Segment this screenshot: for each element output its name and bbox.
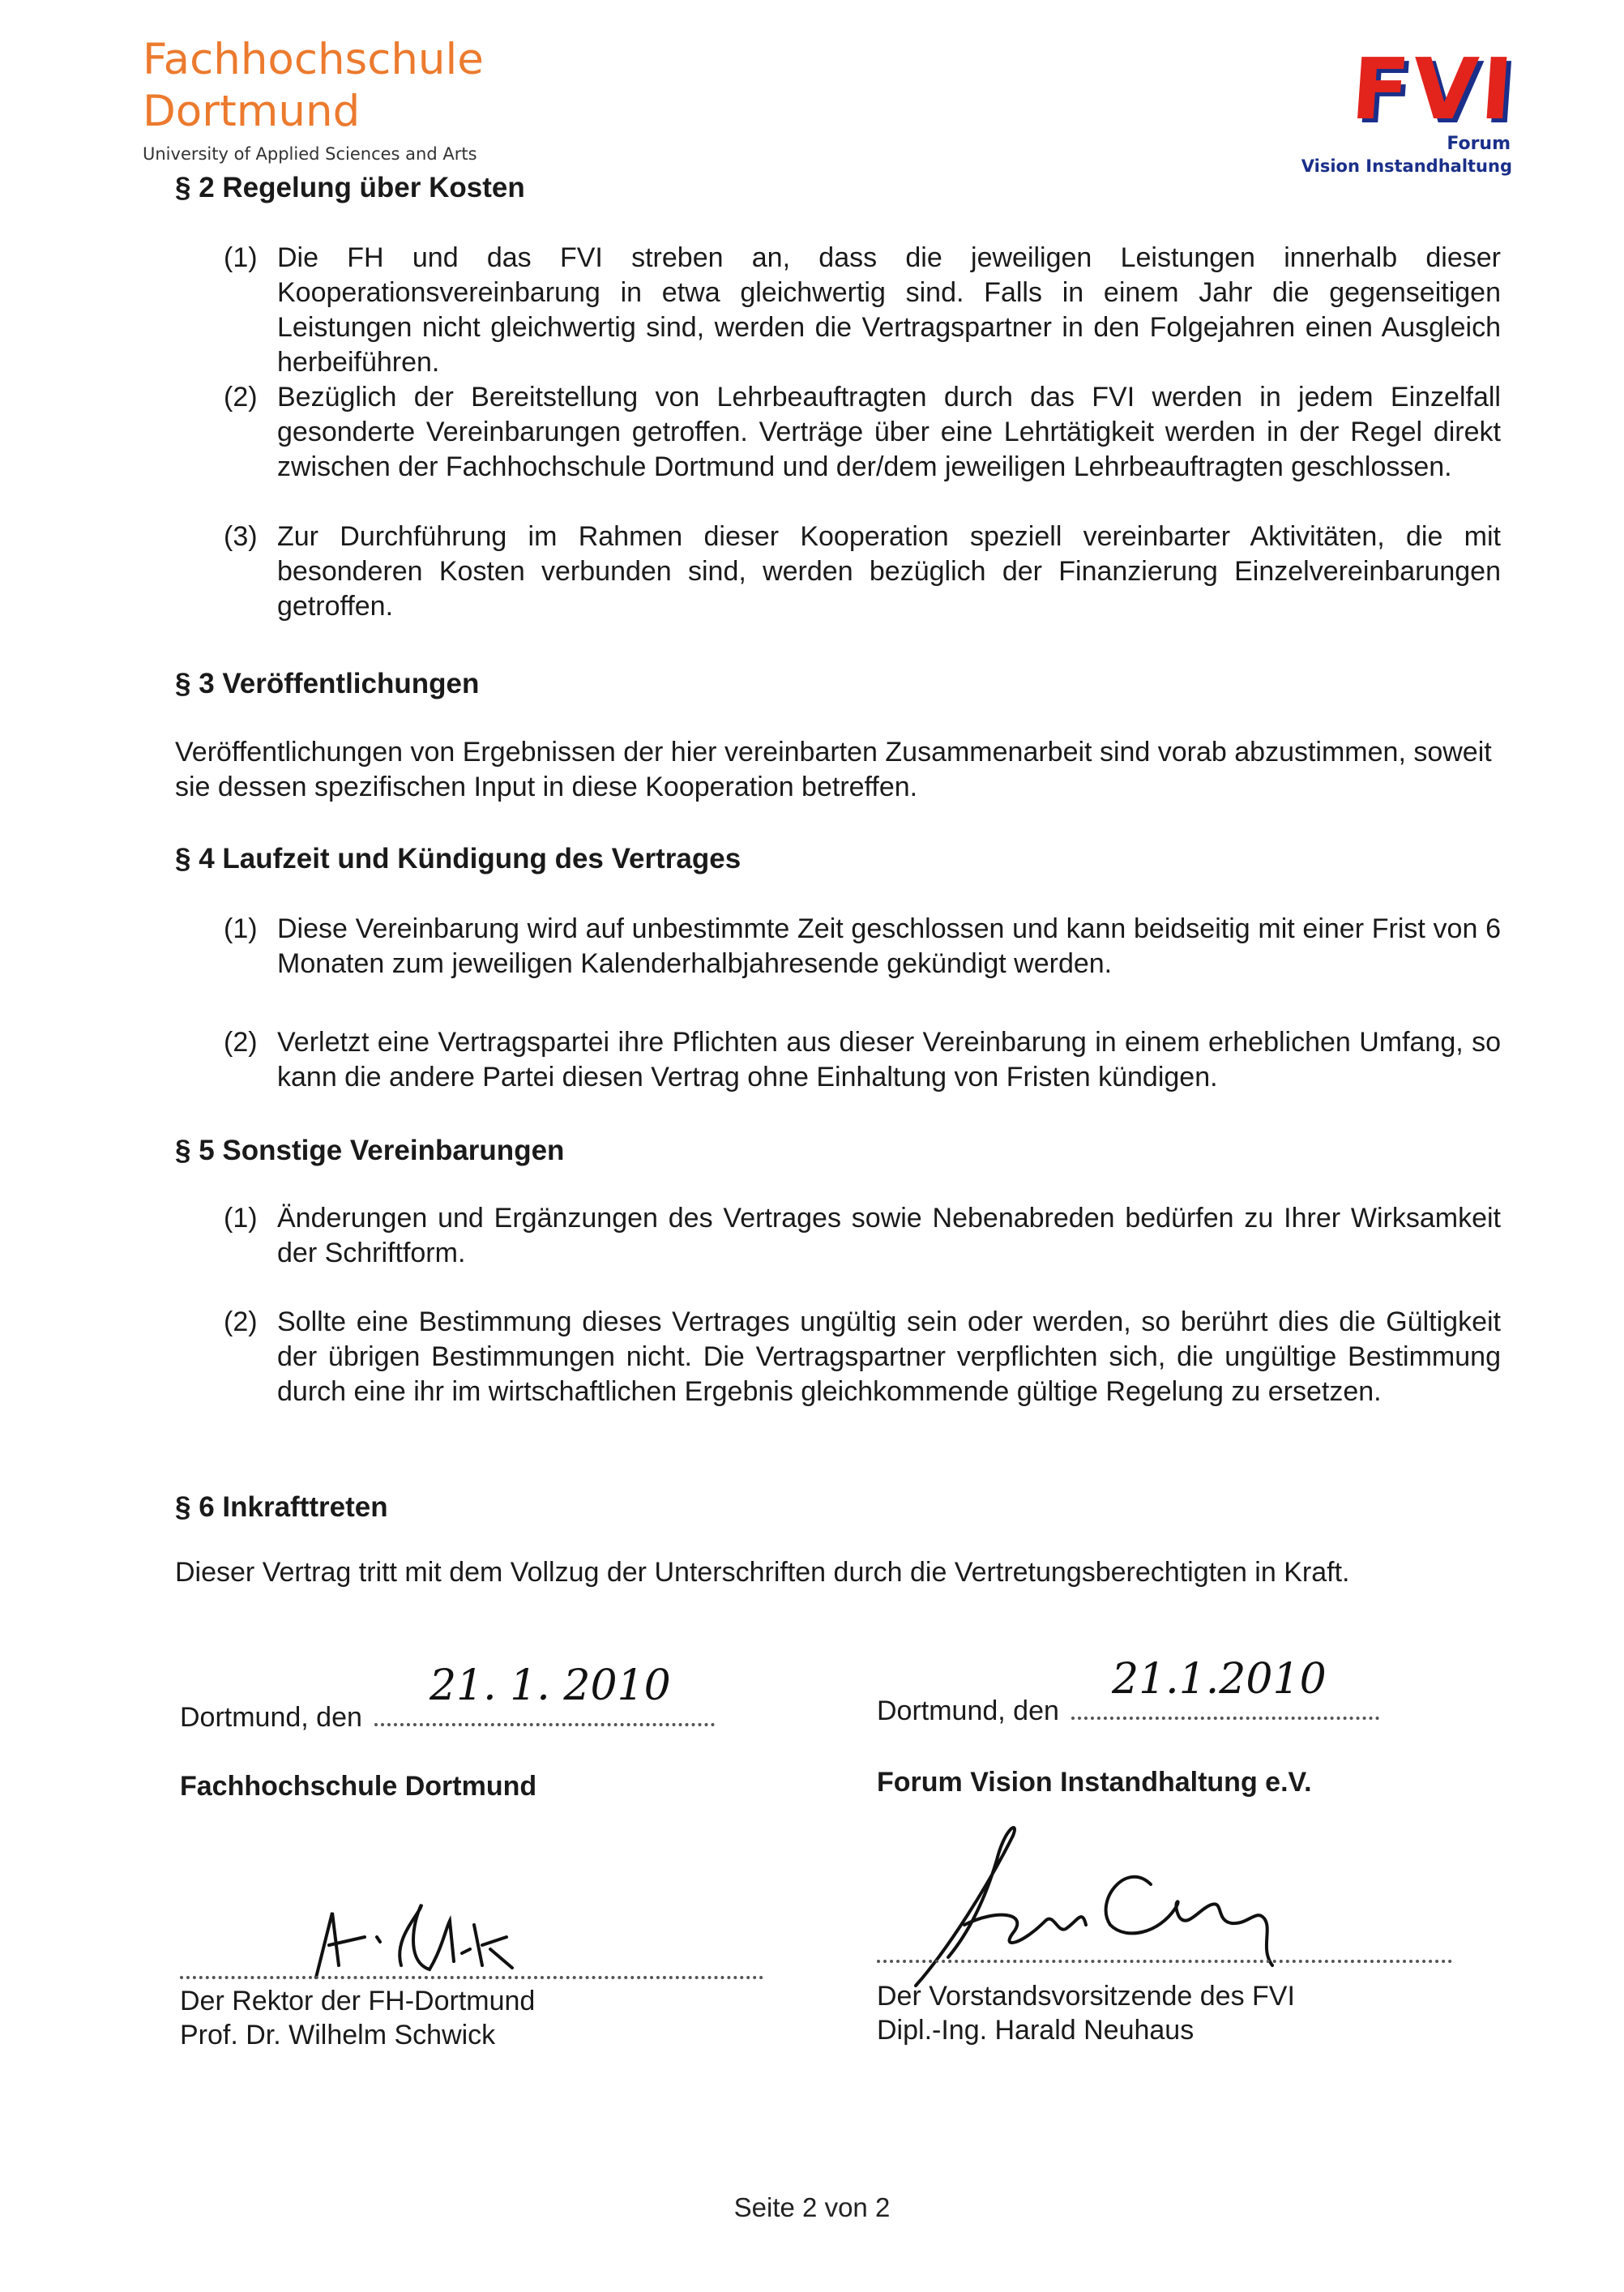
section-3-text: Veröffentlichungen von Ergebnissen der hier vereinbarten Zusammenarbeit sind vorab abzustimmen, soweit sie dessen spezifischen Input in diese Kooperation betreffen. [175,737,1492,802]
section-3-heading: § 3 Veröffentlichungen [175,668,480,699]
left-organisation: Fachhochschule Dortmund [180,1771,537,1802]
fvi-logo [1301,40,1519,182]
left-signatory-name: Prof. Dr. Wilhelm Schwick [180,2020,496,2050]
section-6-heading: § 6 Inkrafttreten [175,1491,388,1523]
fh-dortmund-logo [143,34,484,164]
left-date-dotted-line [374,1715,715,1726]
page-number: Seite 2 von 2 [733,2192,891,2222]
item-text: Zur Durchführung im Rahmen dieser Kooperation speziell vereinbarter Aktivitäten, die mit besonderen Kosten verbunden sind, werden bezüglich der Finanzierung Einzelvereinbarungen getroffen. [277,521,1501,622]
section-4-heading: § 4 Laufzeit und Kündigung des Vertrages [175,843,741,874]
section-2-item-1 [224,241,1504,380]
section-5-item-2 [224,1305,1504,1444]
section-5-item-1 [224,1201,1504,1274]
left-signatory-role: Der Rektor der FH-Dortmund [180,1986,536,2016]
fvi-vision-label: Vision Instandhaltung [1301,156,1512,176]
item-text: Sollte eine Bestimmung dieses Vertrages ungültig sein oder werden, so berührt dies die Gültigkeit der übrigen Bestimmungen nicht. Die Vertragspartner verpflichten sich, die ungültige Bestimmung durch eine ihr im wirtschaftlichen Ergebnis gleichkommende gültige Regelung zu ersetzen. [277,1306,1501,1407]
section-5-heading: § 5 Sonstige Vereinbarungen [175,1135,565,1166]
item-text: Änderungen und Ergänzungen des Vertrages sowie Nebenabreden bedürfen zu Ihrer Wirksamkeit der Schriftform. [277,1203,1501,1268]
item-number: (1) [224,242,258,273]
left-date-handwritten: 21. 1. 2010 [430,1661,671,1710]
item-text: Verletzt eine Vertragspartei ihre Pflichten aus dieser Vereinbarung in einem erheblichen Umfang, so kann die andere Partei diesen Vertrag ohne Einhaltung von Fristen kündigen. [277,1027,1501,1093]
section-4-item-1 [224,912,1504,985]
item-number: (2) [224,382,258,413]
item-number: (2) [224,1306,258,1337]
item-number: (1) [224,913,258,944]
item-text: Diese Vereinbarung wird auf unbestimmte Zeit geschlossen und kann beidseitig mit einer Frist von 6 Monaten zum jeweiligen Kalenderhalbjahresende gekündigt werden. [277,913,1501,979]
right-date-handwritten: 21.1.2010 [1112,1655,1327,1704]
fh-name-line2: Dortmund [143,87,361,136]
right-place-label: Dortmund, den [877,1695,1059,1726]
right-signatory-name: Dipl.-Ing. Harald Neuhaus [877,2015,1194,2046]
section-2-heading: § 2 Regelung über Kosten [175,172,525,203]
right-signature-line [877,1960,1452,1963]
right-signatory-role: Der Vorstandsvorsitzende des FVI [877,1981,1295,2012]
left-place-label: Dortmund, den [180,1702,362,1733]
right-signature [891,1811,1313,1998]
fvi-mark: FVI [1348,40,1519,139]
fh-name-line1: Fachhochschule [143,35,484,84]
item-number: (2) [224,1027,258,1058]
item-number: (1) [224,1203,258,1234]
item-text: Bezüglich der Bereitstellung von Lehrbeauftragten durch das FVI werden in jedem Einzelfall gesonderte Vereinbarungen getroffen. Verträge über eine Lehrtätigkeit werden in der Regel direkt zwischen der Fachhochschule Dortmund und der/dem jeweiligen Lehrbeauftragten geschlossen. [277,382,1501,482]
fh-subtitle: University of Applied Sciences and Arts [143,144,477,164]
fvi-forum-label: Forum [1447,134,1511,154]
item-number: (3) [224,521,258,552]
section-2-item-3 [224,520,1504,624]
section-4-item-2 [224,1025,1504,1098]
section-2-item-2 [224,380,1504,520]
left-signature-line [180,1976,763,1979]
section-6-text: Dieser Vertrag tritt mit dem Vollzug der Unterschriften durch die Vertretungsberechtigten in Kraft. [175,1557,1350,1588]
item-text: Die FH und das FVI streben an, dass die jeweiligen Leistungen innerhalb dieser Kooperationsvereinbarung in etwa gleichwertig sind. Falls in einem Jahr die gegenseitigen Leistungen nicht gleichwertig sind, werden die Vertragspartner in den Folgejahren einen Ausgleich herbeiführen. [277,242,1501,378]
right-organisation: Forum Vision Instandhaltung e.V. [877,1767,1312,1798]
right-date-dotted-line [1071,1708,1379,1720]
